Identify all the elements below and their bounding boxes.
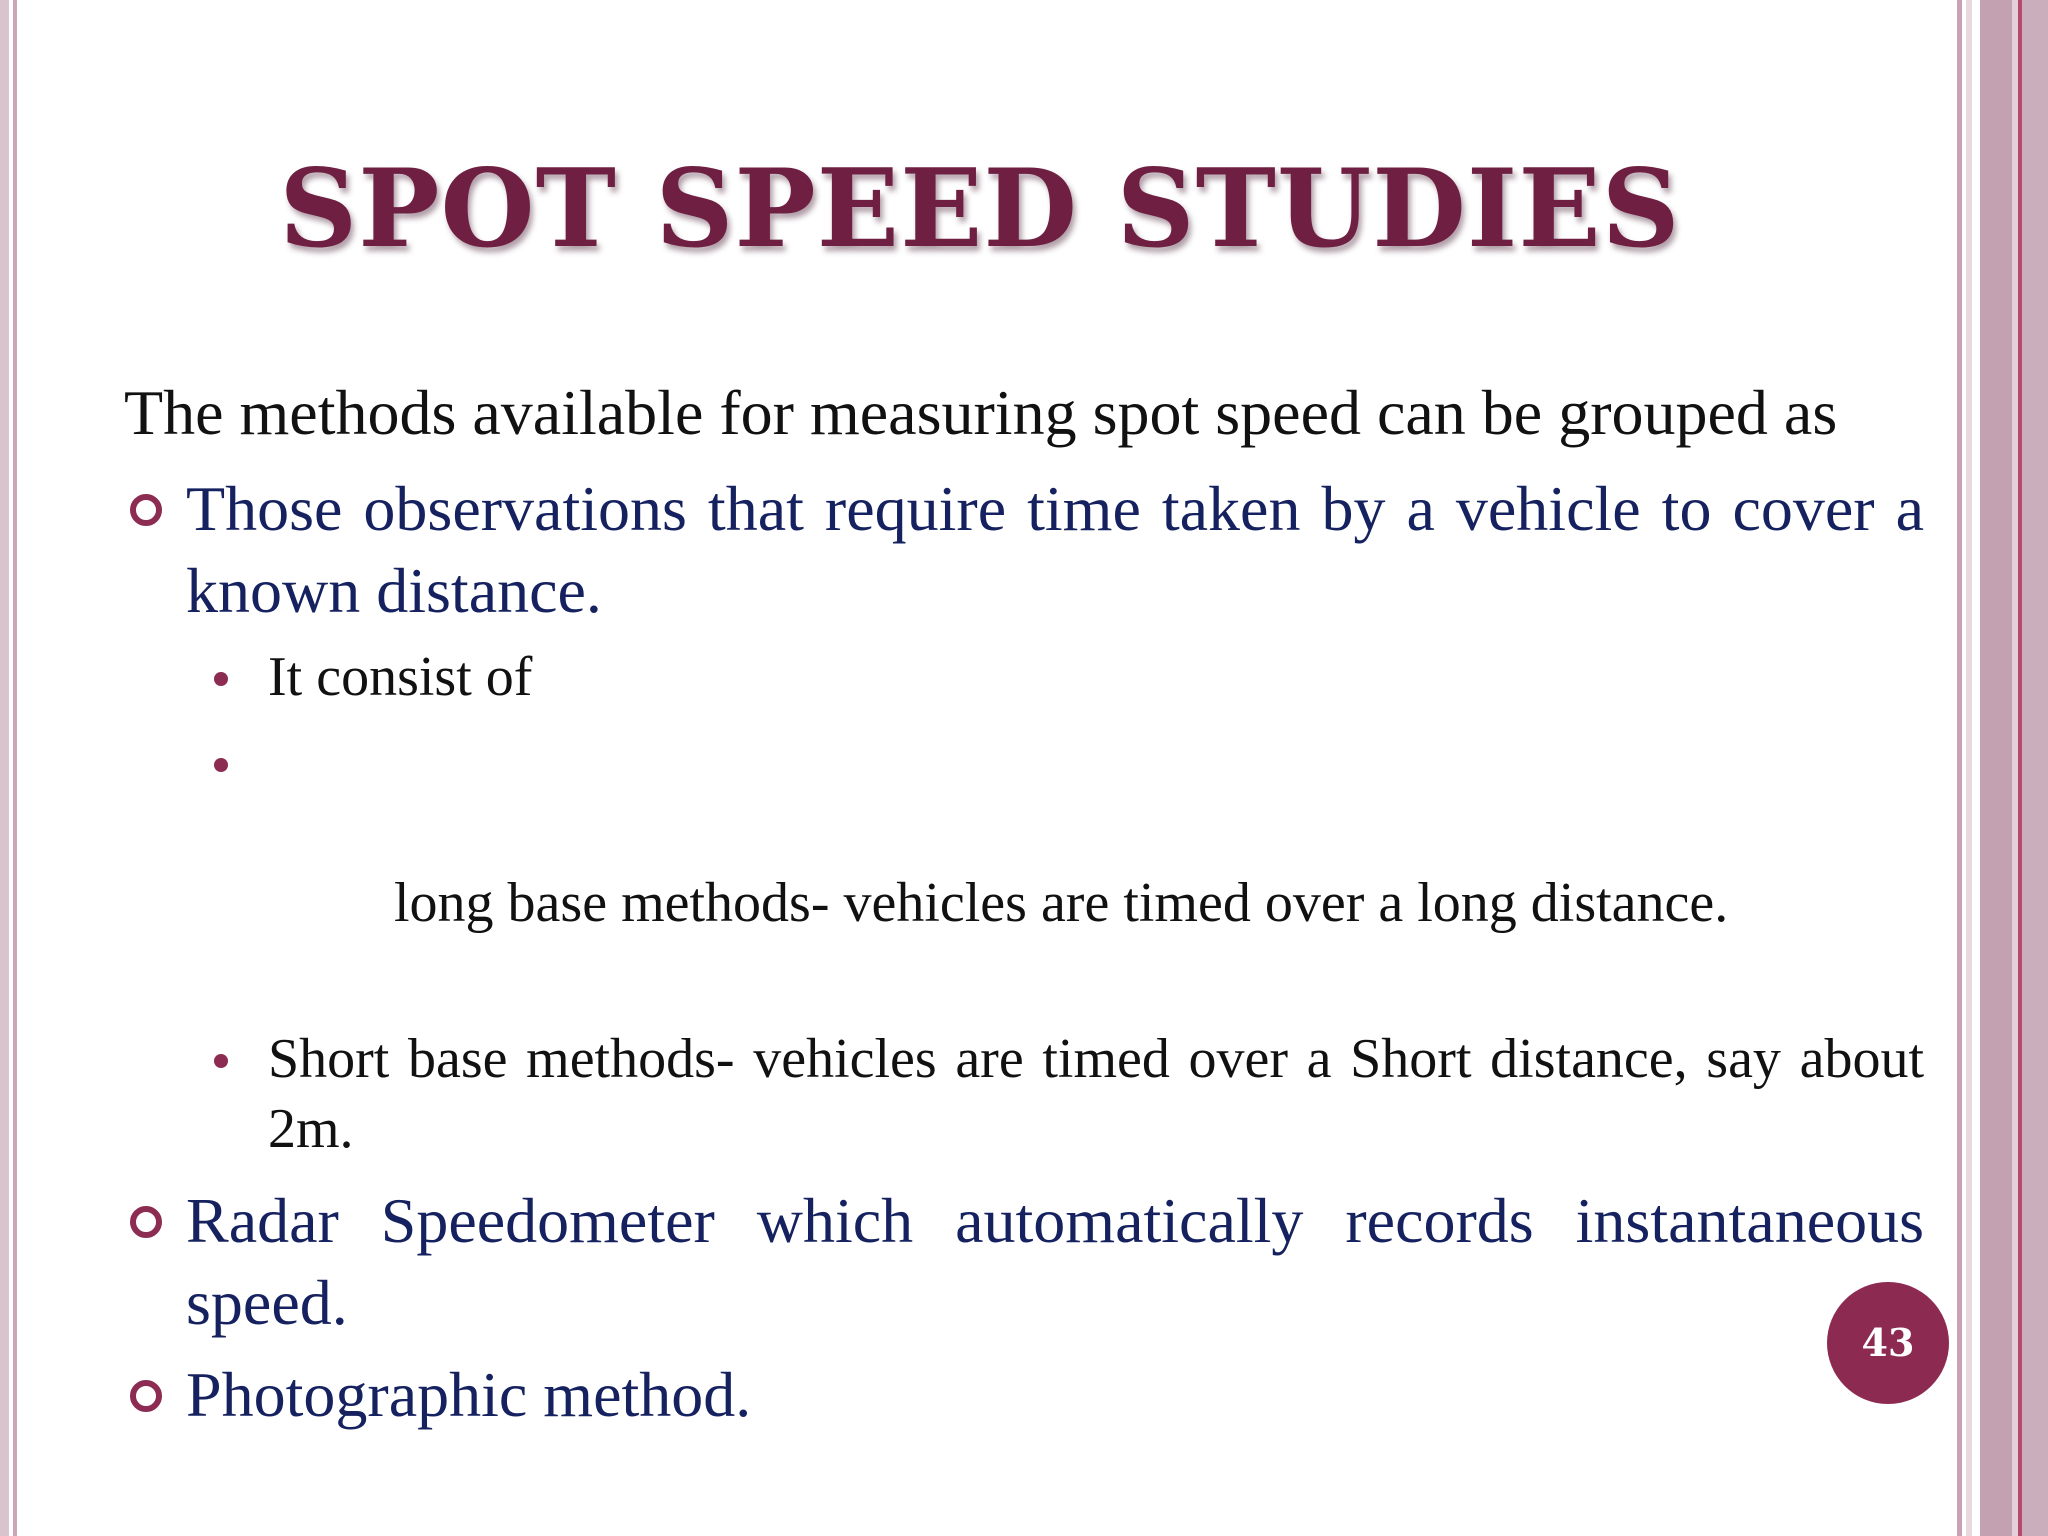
ring-bullet-icon: [130, 494, 162, 526]
sub-list-item-text: Short base methods- vehicles are timed over a Short distance, say about 2m.: [268, 1028, 1924, 1160]
page-number-badge: 43: [1827, 1282, 1949, 1404]
dot-bullet-icon: [214, 672, 228, 686]
slide-title: SPOT SPEED STUDIES: [279, 146, 1681, 272]
list-item: [124, 468, 1924, 632]
ring-bullet-icon: [130, 1206, 162, 1238]
list-item: [124, 1180, 1924, 1344]
right-border-gap: [1966, 0, 1972, 1536]
right-border-band-2: [2022, 0, 2048, 1536]
ring-bullet-icon: [130, 1380, 162, 1412]
sub-list: [124, 642, 1924, 1164]
list-item: [124, 1354, 1924, 1436]
list-item-text: Radar Speedometer which automatically records instantaneous speed.: [186, 1185, 1924, 1338]
list-item-text: Those observations that require time taken by a vehicle to cover a known distance.: [186, 473, 1924, 626]
intro-paragraph: The methods available for measuring spot speed can be grouped as: [124, 377, 1838, 448]
dot-bullet-icon: [214, 1054, 228, 1068]
sub-list-item: [124, 1024, 1924, 1164]
sub-list-item-text: It consist of: [268, 646, 533, 708]
list-item-text: Photographic method.: [186, 1359, 752, 1430]
slide-body: [124, 372, 1924, 1446]
sub-list-item: [124, 728, 1924, 1008]
right-border-band: [1980, 0, 2012, 1536]
dot-bullet-icon: [214, 758, 228, 772]
sub-list-item: [124, 642, 1924, 712]
sub-list-item-text: long base methods- vehicles are timed over a long distance.: [380, 872, 1729, 934]
